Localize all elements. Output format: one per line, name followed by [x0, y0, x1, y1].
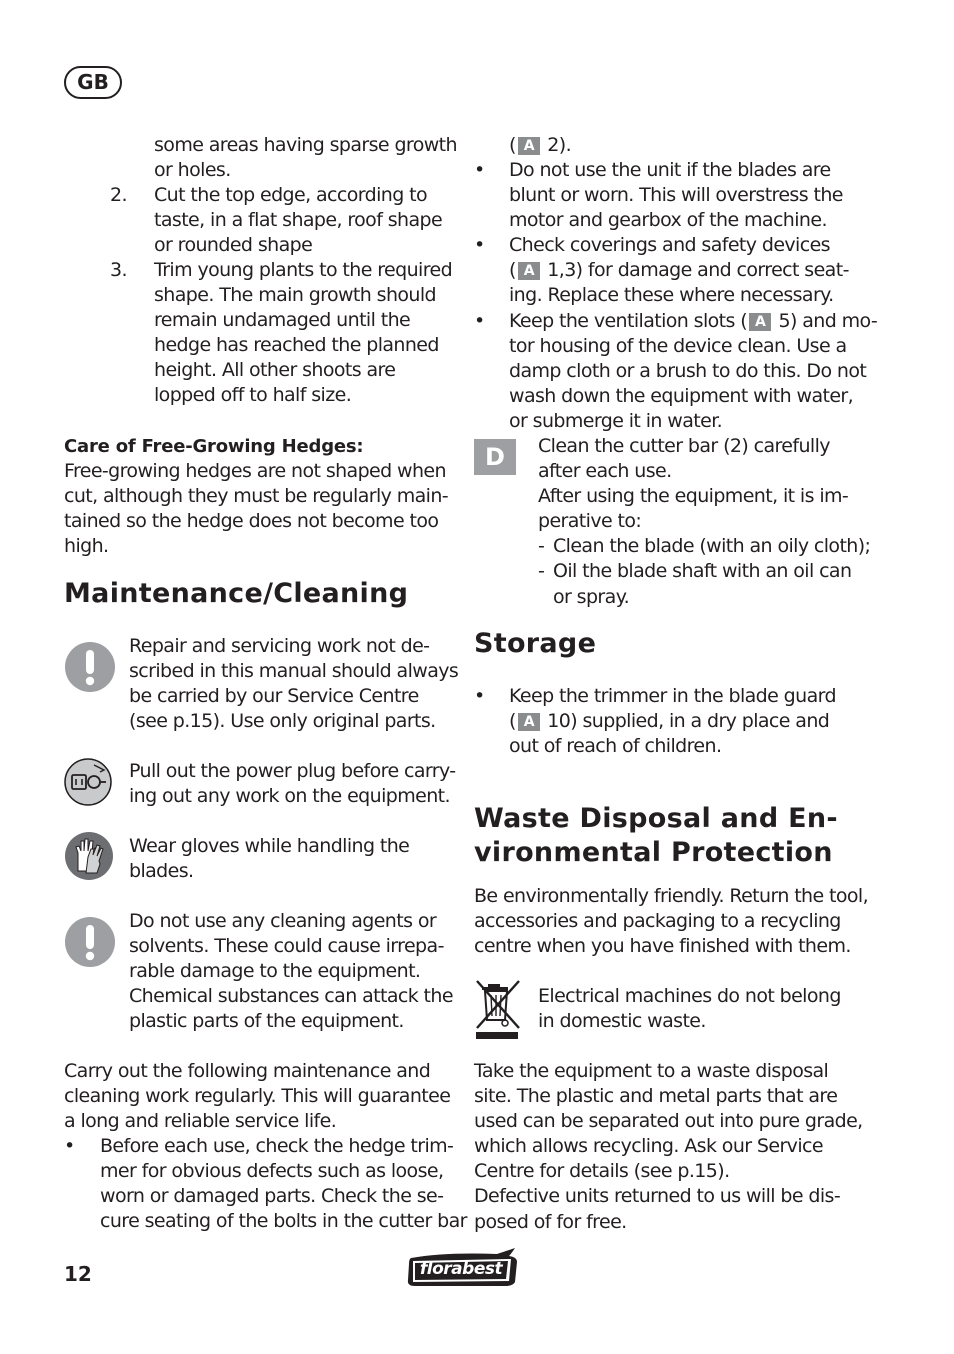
figure-a-badge: A — [518, 713, 540, 731]
text-line: Before each use, check the hedge trim- — [100, 1135, 454, 1157]
warning-icon — [64, 916, 116, 968]
step-number: 2. — [110, 184, 127, 206]
figure-a-badge: A — [518, 137, 540, 155]
text-line: Wear gloves while handling the — [129, 835, 410, 857]
text-line: high. — [64, 535, 109, 558]
page-number: 12 — [64, 1262, 92, 1286]
text-line: Centre for details (see p.15). — [474, 1160, 730, 1183]
figure-a-badge: A — [518, 262, 540, 280]
text-line: ing. Replace these where necessary. — [509, 284, 834, 307]
figure-d-text — [538, 434, 870, 610]
text-line — [509, 258, 849, 283]
text-line: Do not use the unit if the blades are — [509, 159, 831, 181]
step-3 — [110, 258, 452, 409]
text-line: taste, in a flat shape, roof shape — [154, 209, 443, 232]
dash-item — [538, 559, 870, 609]
text-line: tor housing of the device clean. Use a — [509, 335, 847, 358]
text-line: after each use. — [538, 460, 672, 483]
text-line: Check coverings and safety devices — [509, 234, 830, 256]
bullet-item — [474, 233, 849, 308]
title-line: vironmental Protection — [474, 837, 833, 868]
text-line: After using the equipment, it is im- — [538, 485, 849, 508]
text-line: Take the equipment to a waste disposal — [474, 1060, 829, 1082]
bullet-item — [64, 1134, 467, 1234]
text-line: shape. The main growth should — [154, 284, 436, 307]
dash-item — [538, 534, 870, 559]
step-2 — [110, 183, 442, 258]
free-growing-text — [64, 459, 448, 559]
text-line: some areas having sparse growth — [154, 134, 457, 156]
power-plug-icon — [64, 758, 112, 806]
text-line: accessories and packaging to a recycling — [474, 910, 841, 933]
text-line: or holes. — [154, 159, 231, 182]
text-line: site. The plastic and metal parts that are — [474, 1085, 838, 1108]
text-line: worn or damaged parts. Check the se- — [100, 1185, 444, 1208]
text-fragment: 5) and mo- — [773, 310, 878, 332]
text-line: solvents. These could cause irrepa- — [129, 935, 444, 958]
text-line — [509, 709, 836, 734]
text-fragment: ( — [509, 710, 516, 733]
text-line: mer for obvious defects such as loose, — [100, 1160, 444, 1183]
text-line: lopped off to half size. — [154, 384, 352, 407]
text-line: Chemical substances can attack the — [129, 985, 453, 1008]
text-line: Repair and servicing work not de- — [129, 635, 430, 657]
note-repair — [129, 634, 458, 734]
regular-maintenance-text — [64, 1059, 450, 1134]
text-line: cut, although they must be regularly main- — [64, 485, 449, 508]
text-fragment: Keep the ventilation slots ( — [509, 310, 748, 332]
note-gloves — [129, 834, 409, 884]
note-power-plug — [129, 759, 456, 809]
text-line: posed of for free. — [474, 1210, 627, 1233]
text-line: Electrical machines do not belong — [538, 985, 841, 1007]
bullet-dot: • — [64, 1135, 75, 1157]
text-line: plastic parts of the equipment. — [129, 1010, 404, 1033]
text-line: be carried by our Service Centre — [129, 685, 419, 708]
crossed-bin-icon — [474, 978, 524, 1040]
waste-title — [474, 802, 838, 870]
bullet-item — [474, 309, 877, 434]
text-line: or rounded shape — [154, 234, 313, 257]
text-line: centre when you have finished with them. — [474, 935, 851, 958]
storage-title: Storage — [474, 628, 597, 659]
brand-logo — [405, 1248, 519, 1288]
text-line: Trim young plants to the required — [154, 259, 453, 281]
text-line: a long and reliable service life. — [64, 1110, 337, 1133]
text-line — [509, 309, 877, 334]
bin-note — [538, 984, 841, 1034]
figure-d-badge: D — [474, 439, 516, 475]
text-line: Be environmentally friendly. Return the tool, — [474, 885, 869, 907]
bullet-dot: • — [474, 159, 485, 181]
note-cleaning-agents — [129, 909, 453, 1034]
text-line: Keep the trimmer in the blade guard — [509, 685, 836, 707]
language-badge: GB — [64, 66, 122, 99]
text-line: Free-growing hedges are not shaped when — [64, 460, 446, 482]
text-line: or submerge it in water. — [509, 410, 723, 433]
text-line: damp cloth or a brush to do this. Do not — [509, 360, 867, 383]
text-line: Do not use any cleaning agents or — [129, 910, 437, 932]
text-line: which allows recycling. Ask our Service — [474, 1135, 823, 1158]
bullet-item — [474, 158, 843, 233]
text-fragment: 1,3) for damage and correct seat- — [541, 259, 849, 282]
text-line: Clean the cutter bar (2) carefully — [538, 435, 830, 457]
text-line: in domestic waste. — [538, 1010, 706, 1033]
text-line: cleaning work regularly. This will guarantee — [64, 1085, 451, 1108]
text-line: or spray. — [553, 585, 630, 608]
text-line: blades. — [129, 860, 194, 883]
waste-intro — [474, 884, 868, 959]
dash: - — [538, 535, 545, 558]
text-line: perative to: — [538, 510, 642, 533]
text-line: Cut the top edge, according to — [154, 184, 427, 206]
continued-line — [509, 133, 571, 158]
text-line: hedge has reached the planned — [154, 334, 439, 357]
bullet-dot: • — [474, 310, 485, 332]
free-growing-heading: Care of Free-Growing Hedges: — [64, 436, 364, 457]
bullet-dot: • — [474, 685, 485, 707]
brand-name: florabest — [419, 1259, 503, 1279]
text-line: ing out any work on the equipment. — [129, 785, 450, 808]
text-fragment: 10) supplied, in a dry place and — [541, 710, 830, 733]
text-line: Defective units returned to us will be dis- — [474, 1185, 841, 1208]
figure-a-badge: A — [749, 313, 771, 331]
text-line: scribed in this manual should always — [129, 660, 459, 683]
bullet-dot: • — [474, 234, 485, 256]
text-fragment: 2). — [541, 134, 572, 156]
text-line: motor and gearbox of the machine. — [509, 209, 827, 232]
dash: - — [538, 560, 545, 583]
text-line: height. All other shoots are — [154, 359, 396, 382]
text-fragment: ( — [509, 259, 516, 282]
text-line: (see p.15). Use only original parts. — [129, 710, 436, 733]
text-line: out of reach of children. — [509, 735, 722, 758]
text-line: rable damage to the equipment. — [129, 960, 421, 983]
text-line: Clean the blade (with an oily cloth); — [553, 535, 871, 558]
text-line: Oil the blade shaft with an oil can — [553, 560, 852, 583]
maintenance-title: Maintenance/Cleaning — [64, 578, 409, 609]
text-line: tained so the hedge does not become too — [64, 510, 439, 533]
intro-text — [154, 133, 457, 183]
text-line: blunt or worn. This will overstress the — [509, 184, 843, 207]
title-line: Waste Disposal and En- — [474, 803, 838, 834]
gloves-icon — [64, 831, 114, 881]
text-line: wash down the equipment with water, — [509, 385, 854, 408]
text-line: used can be separated out into pure grade, — [474, 1110, 863, 1133]
warning-icon — [64, 641, 116, 693]
text-line: Carry out the following maintenance and — [64, 1060, 431, 1082]
bullet-item — [474, 684, 836, 759]
text-fragment: ( — [509, 134, 516, 156]
text-line: remain undamaged until the — [154, 309, 411, 332]
text-line: Pull out the power plug before carry- — [129, 760, 456, 782]
step-number: 3. — [110, 259, 127, 281]
waste-body — [474, 1059, 863, 1235]
text-line: cure seating of the bolts in the cutter bar — [100, 1210, 467, 1233]
